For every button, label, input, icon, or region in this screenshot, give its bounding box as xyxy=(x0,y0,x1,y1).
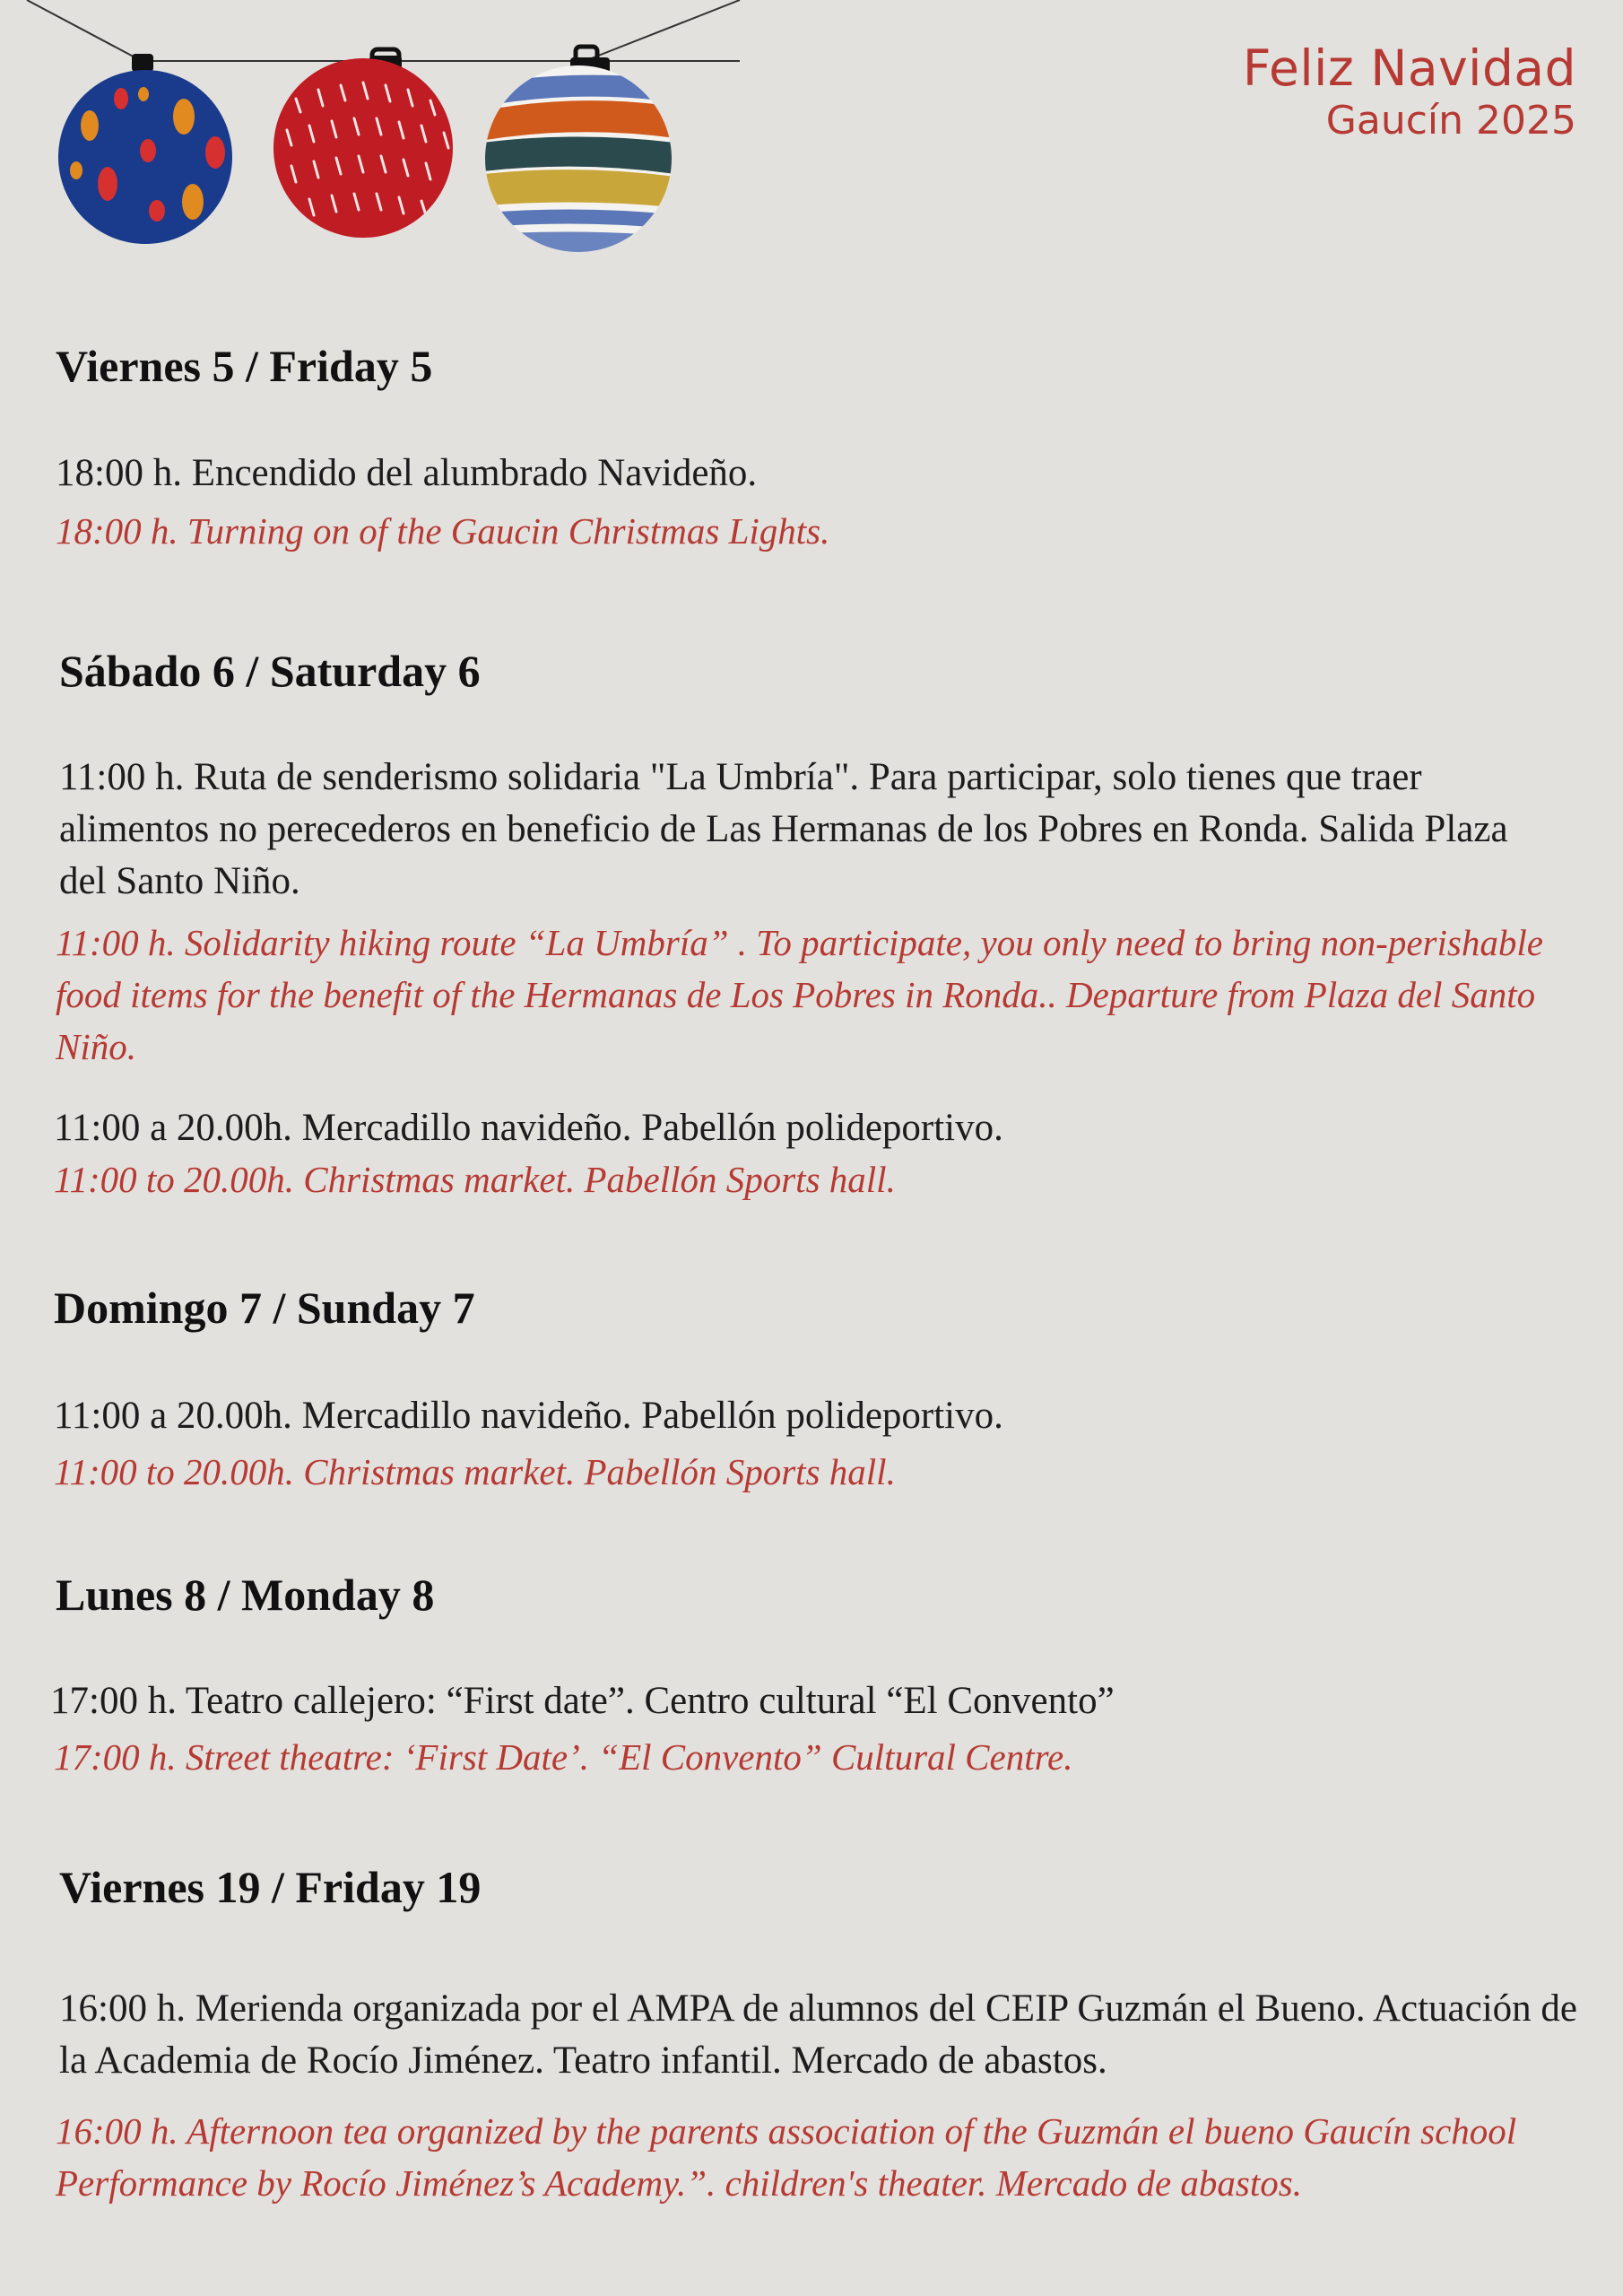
red-striped-bauble xyxy=(273,49,453,238)
header-subtitle: Gaucín 2025 xyxy=(1325,98,1576,144)
ornaments-garland xyxy=(0,0,753,269)
event-english: 11:00 to 20.00h. Christmas market. Pabellón Sports hall. xyxy=(54,1451,896,1492)
event-english: 16:00 h. Afternoon tea organized by the parents association of the Guzmán el bueno Gaucín school Performance by Rocío Jiménez’s Academy.”. children's theater. Mercado de abastos. xyxy=(56,2110,1517,2204)
header-title: Feliz Navidad xyxy=(1242,39,1576,97)
event-spanish: 11:00 a 20.00h. Mercadillo navideño. Pabellón polideportivo. xyxy=(54,1107,1003,1149)
day-heading: Lunes 8 / Monday 8 xyxy=(56,1570,435,1620)
day-heading: Sábado 6 / Saturday 6 xyxy=(59,646,481,696)
event-spanish: 16:00 h. Merienda organizada por el AMPA de alumnos del CEIP Guzmán el Bueno. Actuación de la Academia de Rocío Jiménez. Teatro infantil. Mercado de abastos. xyxy=(59,1987,1577,2082)
event-english: 11:00 h. Solidarity hiking route “La Umbría” . To participate, you only need to bring non-perishable food items for the benefit of the Hermanas de Los Pobres in Ronda.. Departure from Plaza del Santo Niño. xyxy=(56,922,1543,1067)
event-english: 11:00 to 20.00h. Christmas market. Pabellón Sports hall. xyxy=(54,1159,896,1200)
day-heading: Viernes 19 / Friday 19 xyxy=(59,1862,482,1912)
event-spanish: 17:00 h. Teatro callejero: “First date”. Centro cultural “El Convento” xyxy=(50,1680,1115,1722)
event-english: 17:00 h. Street theatre: ‘First Date’. “El Convento” Cultural Centre. xyxy=(54,1736,1073,1778)
event-english: 18:00 h. Turning on of the Gaucin Christmas Lights. xyxy=(56,510,830,552)
event-spanish: 18:00 h. Encendido del alumbrado Navideño. xyxy=(56,452,758,494)
page-header xyxy=(1243,38,1576,144)
event-spanish: 11:00 a 20.00h. Mercadillo navideño. Pabellón polideportivo. xyxy=(54,1395,1003,1437)
event-spanish: 11:00 h. Ruta de senderismo solidaria "La Umbría". Para participar, solo tienes que traer alimentos no perecederos en beneficio de Las Hermanas de los Pobres en Ronda. Salida Plaza del Santo Niño. xyxy=(59,756,1508,902)
day-heading: Domingo 7 / Sunday 7 xyxy=(54,1283,475,1333)
multicolor-striped-bauble xyxy=(475,47,681,269)
day-heading: Viernes 5 / Friday 5 xyxy=(56,341,433,391)
blue-spotted-bauble xyxy=(58,54,232,244)
